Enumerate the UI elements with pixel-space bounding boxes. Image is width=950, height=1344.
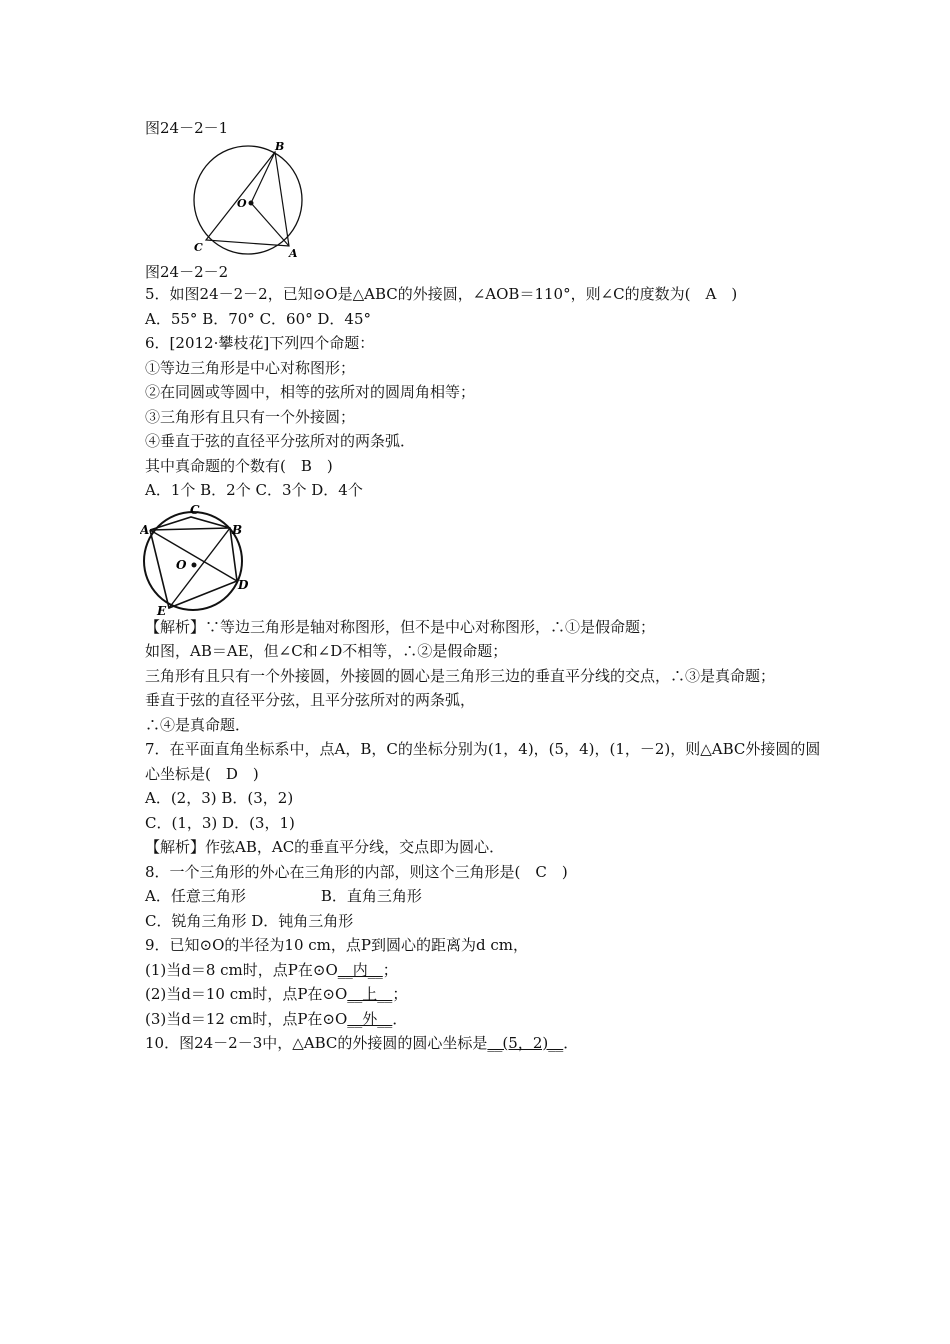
q8-options-1: A．任意三角形 B．直角三角形 bbox=[145, 887, 422, 905]
q9-part-3 bbox=[145, 1007, 825, 1032]
q9-part-3-answer: __外__ bbox=[347, 1009, 393, 1028]
q6-prop-3: ③三角形有且只有一个外接圆； bbox=[145, 407, 356, 426]
document-page bbox=[140, 118, 825, 1056]
q9-part-1-answer: __内__ bbox=[337, 960, 383, 979]
center-point bbox=[249, 201, 254, 206]
chord-ab bbox=[150, 528, 230, 530]
label-a: A bbox=[140, 522, 150, 537]
q6-analysis-3: 三角形有且只有一个外接圆，外接圆的圆心是三角形三边的垂直平分线的交点，∴③是真命题； bbox=[145, 666, 776, 685]
q7-options-2: C．(1，3) D．(3，1) bbox=[145, 813, 295, 832]
q6-prop-2: ②在同圆或等圆中，相等的弦所对的圆周角相等； bbox=[145, 383, 476, 401]
q9-part-1 bbox=[145, 958, 825, 983]
q8-stem: 8．一个三角形的外心在三角形的内部，则这个三角形是( C ) bbox=[145, 862, 568, 881]
label-d: D bbox=[238, 577, 249, 592]
q10-suffix: ． bbox=[563, 1034, 579, 1052]
label-o: O bbox=[176, 557, 187, 572]
q10-prefix: 10．图24－2－3中，△ABC的外接圆的圆心坐标是 bbox=[145, 1034, 488, 1052]
q5-options: A．55° B．70° C．60° D．45° bbox=[145, 309, 372, 328]
q6-analysis-1: 【解析】∵等边三角形是轴对称图形，但不是中心对称图形，∴①是假命题； bbox=[145, 617, 656, 636]
q9-part-2 bbox=[145, 982, 825, 1007]
q9-part-2-prefix: (2)当d＝10 cm时，点P在⊙O bbox=[145, 985, 348, 1003]
figure-caption-1: 图24－2－1 bbox=[145, 119, 229, 137]
label-e: E bbox=[157, 603, 167, 615]
label-b: B bbox=[232, 522, 243, 537]
label-b: B bbox=[275, 140, 285, 153]
q9-part-3-suffix: ． bbox=[392, 1009, 408, 1028]
q6-analysis-5: ∴④是真命题． bbox=[145, 715, 251, 734]
q7-options-1: A．(2，3) B．(3，2) bbox=[145, 789, 294, 807]
q8-options-2: C．锐角三角形 D．钝角三角形 bbox=[145, 911, 354, 930]
label-a: A bbox=[289, 247, 298, 260]
q6-prop-1: ①等边三角形是中心对称图形； bbox=[145, 358, 356, 377]
q9-part-3-prefix: (3)当d＝12 cm时，点P在⊙O bbox=[145, 1009, 348, 1028]
label-o: O bbox=[237, 197, 247, 210]
q9-part-2-suffix: ； bbox=[392, 985, 408, 1003]
q6-stem: 6．[2012·攀枝花]下列四个命题： bbox=[145, 334, 375, 352]
q5-stem: 5．如图24－2－2，已知⊙O是△ABC的外接圆，∠AOB＝110°，则∠C的度数为( A ) bbox=[145, 285, 738, 303]
circumcircle bbox=[194, 146, 302, 254]
chord-ad bbox=[150, 530, 237, 581]
inscribed-quadrilateral-figure bbox=[140, 503, 260, 615]
q10-answer: __(5，2)__ bbox=[487, 1034, 564, 1052]
q7-stem: 7．在平面直角坐标系中，点A，B，C的坐标分别为(1，4)，(5，4)，(1，－2)，则△ABC外接圆的圆心坐标是( D ) bbox=[145, 740, 821, 783]
q9-part-2-answer: __上__ bbox=[347, 985, 393, 1003]
chord-path-acbd bbox=[150, 517, 237, 608]
q7-analysis: 【解析】作弦AB，AC的垂直平分线，交点即为圆心． bbox=[145, 838, 505, 856]
q6-prop-4: ④垂直于弦的直径平分弦所对的两条弧． bbox=[145, 432, 416, 450]
label-c: C bbox=[194, 241, 203, 254]
q9-part-1-suffix: ； bbox=[382, 960, 398, 979]
q6-analysis-2: 如图，AB＝AE，但∠C和∠D不相等，∴②是假命题； bbox=[145, 642, 508, 660]
q6-ask: 其中真命题的个数有( B ) bbox=[145, 456, 333, 475]
center-point bbox=[192, 562, 197, 567]
q9-stem: 9．已知⊙O的半径为10 cm，点P到圆心的距离为d cm， bbox=[145, 936, 528, 954]
q6-analysis-4: 垂直于弦的直径平分弦，且平分弦所对的两条弧， bbox=[145, 691, 476, 709]
label-c: C bbox=[190, 502, 200, 517]
q9-part-1-prefix: (1)当d＝8 cm时，点P在⊙O bbox=[145, 960, 338, 979]
q6-options: A．1个 B．2个 C．3个 D．4个 bbox=[145, 481, 363, 499]
figure-caption-2: 图24－2－2 bbox=[145, 263, 229, 281]
circle-triangle-figure bbox=[191, 140, 321, 262]
q10-stem bbox=[145, 1031, 825, 1056]
